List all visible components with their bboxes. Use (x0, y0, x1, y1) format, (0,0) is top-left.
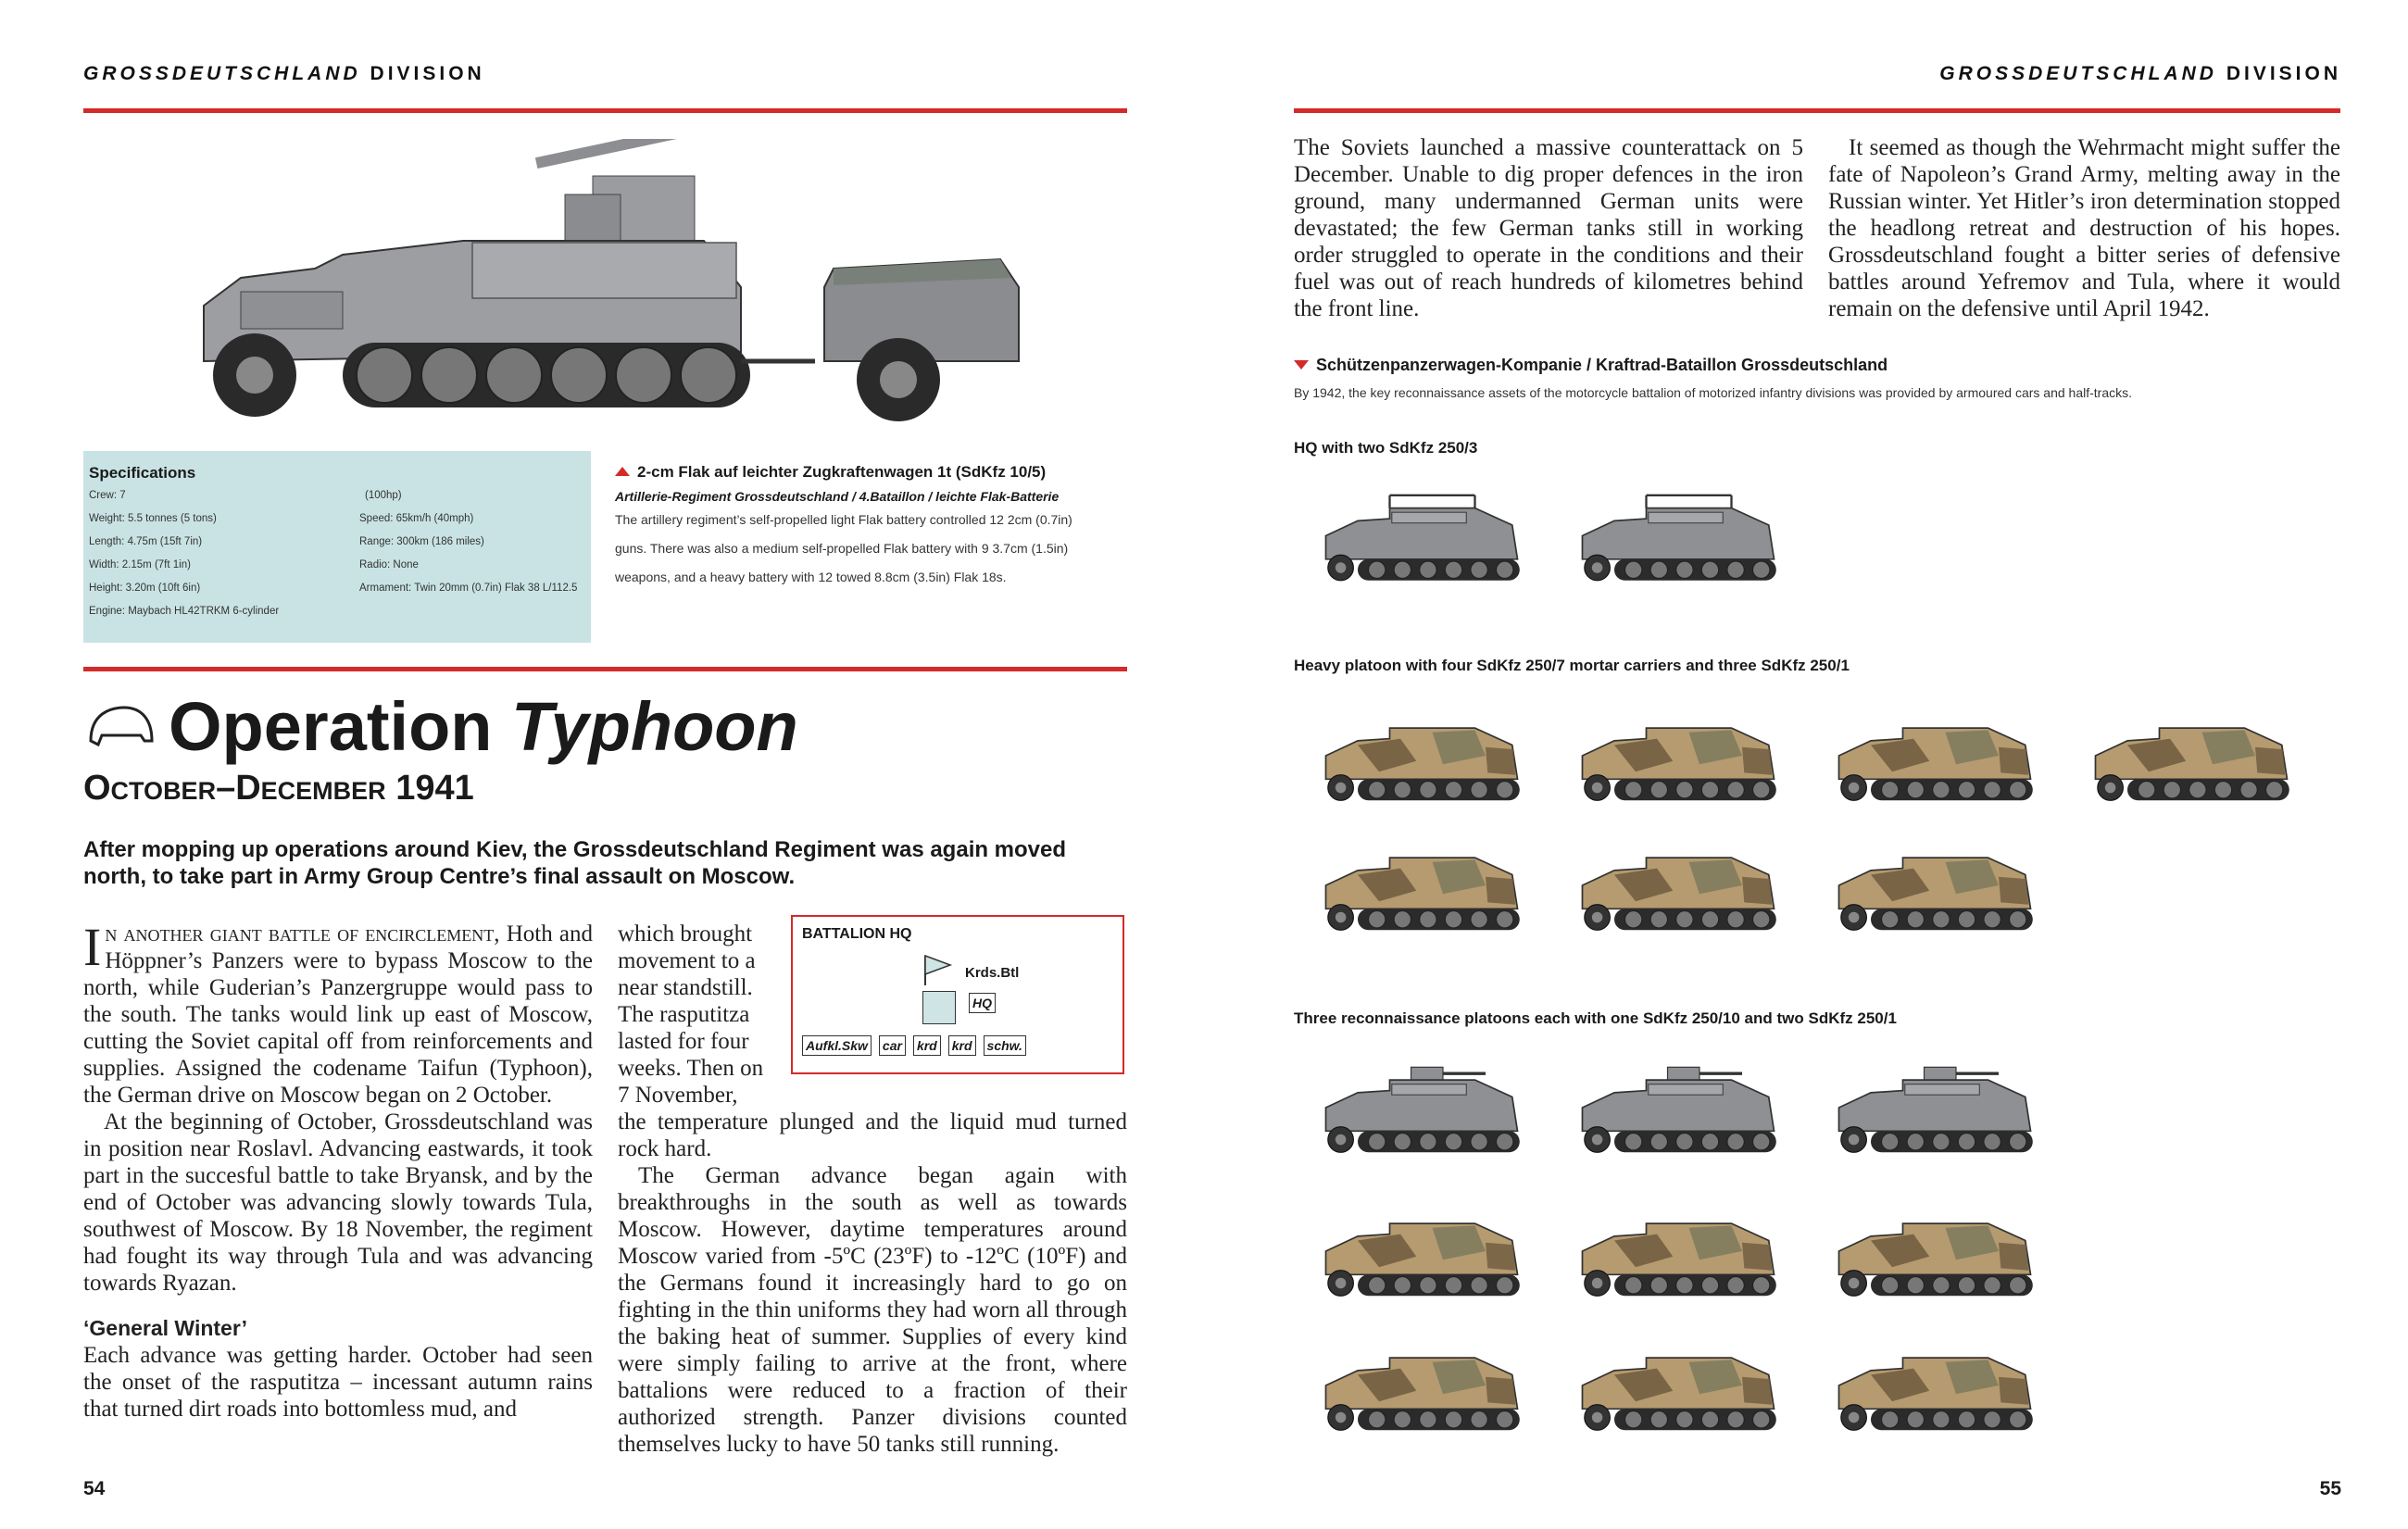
sdkfz-250-1-vehicle (1315, 843, 1528, 949)
flak-halftrack-illustration (185, 139, 1037, 435)
orgchart-unit: krd (913, 1035, 941, 1056)
section-title-italic: Typhoon (511, 688, 798, 765)
group-label-hq: HQ with two SdKfz 250/3 (1294, 439, 1478, 457)
spec-row: Engine: Maybach HL42TRKM 6-cylinder (89, 606, 280, 617)
paragraph-1 (83, 917, 594, 1109)
paragraph-1-text: Hoth and Höppner’s Panzers were to bypass Moscow to the north, while Guderian’s Panzergruppe would pass to the south. The tanks would link up east of Moscow, cutting the Soviet capital off from reinforcements and supplies. Assigned the codename Taifun (Typhoon), the German drive on Moscow began on 2 October. (83, 921, 594, 1108)
vehicle-caption (615, 463, 1134, 592)
vehicle-caption-line: guns. There was also a medium self-propelled Flak battery with 9 3.7cm (1.5in) (615, 541, 1069, 556)
specifications-box (83, 451, 591, 643)
spec-row: Armament: Twin 20mm (0.7in) Flak 38 L/112.5 (359, 583, 578, 594)
right-column-b: It seemed as though the Wehrmacht might suffer the fate of Napoleon’s Grand Army, melting away in the Russian winter. Yet Hitler’s iron determination stopped the headlong retreat and destruction of his hopes. Grossdeutschland fought a bitter series of defensive battles around Yefremov and Tula, where it would remain on the defensive until April 1942. (1828, 135, 2340, 321)
spec-row: Weight: 5.5 tonnes (5 tons) (89, 513, 217, 524)
sdkfz-250-1-vehicle (1828, 843, 2041, 949)
sdkfz-250-10-vehicle (1315, 1065, 1528, 1172)
sdkfz-250-3-vehicle (1315, 491, 1528, 602)
orgchart-unit: krd (948, 1035, 976, 1056)
sdkfz-250-1-vehicle (1315, 1209, 1528, 1315)
page-number-left: 54 (83, 1478, 106, 1499)
sdkfz-250-7-vehicle (2085, 713, 2298, 820)
sdkfz-250-7-vehicle (1828, 713, 2041, 820)
group-label-recon-platoons: Three reconnaissance platoons each with one SdKfz 250/10 and two SdKfz 250/1 (1294, 1009, 1897, 1027)
header-right-plain: DIVISION (2226, 63, 2341, 84)
article-column-1 (83, 917, 594, 1422)
orgchart-title: BATTALION HQ (802, 926, 912, 942)
sdkfz-250-7-vehicle (1572, 713, 1785, 820)
header-left-plain: DIVISION (370, 63, 485, 84)
sdkfz-250-10-vehicle (1828, 1065, 2041, 1172)
spec-row: Speed: 65km/h (40mph) (359, 513, 474, 524)
unit-caption-title-row (1294, 356, 1888, 375)
caption-down-triangle-icon (1294, 360, 1309, 370)
header-rule-right (1294, 108, 2340, 113)
column-2-line: weeks. Then on (618, 1056, 764, 1081)
section-rule (83, 667, 1127, 671)
orgchart-units (802, 1035, 1026, 1056)
column-2-line: near standstill. (618, 975, 753, 1000)
specifications-right-column (359, 490, 591, 606)
column-2-line: which brought (618, 921, 753, 946)
opening-smallcaps: n another giant battle of encirclement, (105, 921, 500, 946)
column-2-line: movement to a (618, 948, 756, 973)
vehicle-caption-line: weapons, and a heavy battery with 12 towed 8.8cm (3.5in) Flak 18s. (615, 570, 1007, 584)
sdkfz-250-1-vehicle (1572, 1343, 1785, 1449)
group-label-heavy-platoon: Heavy platoon with four SdKfz 250/7 mortar carriers and three SdKfz 250/1 (1294, 657, 1850, 674)
spec-row: Range: 300km (186 miles) (359, 536, 484, 547)
page-number-right: 55 (2319, 1478, 2341, 1499)
vehicle-caption-subtitle: Artillerie-Regiment Grossdeutschland / 4.Bataillon / leichte Flak-Batterie (615, 489, 1060, 504)
orgchart-unit: schw. (984, 1035, 1026, 1056)
sdkfz-250-1-vehicle (1828, 1343, 2041, 1449)
header-rule-left (83, 108, 1127, 113)
specifications-left-column (89, 490, 348, 629)
spec-row: Height: 3.20m (10ft 6in) (89, 583, 201, 594)
unit-caption-title: Schützenpanzerwagen-Kompanie / Kraftrad-Bataillon Grossdeutschland (1316, 356, 1888, 374)
vehicle-caption-title: 2-cm Flak auf leichter Zugkraftenwagen 1t (SdKfz 10/5) (637, 463, 1047, 481)
section-dates: October–December 1941 (83, 769, 474, 808)
sdkfz-250-1-vehicle (1315, 1343, 1528, 1449)
column-2-para-2: The German advance began again with breakthroughs in the south as well as towards Moscow. However, daytime temperatures around Moscow varied from -5ºC (23ºF) to -12ºC (10ºF) and the Germans found it increasingly hard to go on fighting in the thin uniforms they had worn all through the baking heat of summer. Supplies of every kind were simply failing to arrive at the front, where battalions were reduced to a fraction of their authorized strength. Panzer divisions counted themselves lucky to have 50 tanks still running. (618, 1163, 1127, 1457)
right-column-a: The Soviets launched a massive counterattack on 5 December. Unable to dig proper defences in the iron ground, many undermanned German units were devastated; the few German tanks still in working order struggled to operate in the conditions and their fuel was out of reach hundreds of kilometres behind the front line. (1294, 135, 1803, 321)
sdkfz-250-10-vehicle (1572, 1065, 1785, 1172)
unit-caption-desc: By 1942, the key reconnaissance assets of the motorcycle battalion of motorized infantry divisions was provided by armoured cars and half-tracks. (1294, 385, 2133, 400)
section-title-plain: Operation (169, 688, 493, 765)
header-right-italic: GROSSDEUTSCHLAND (1939, 63, 2217, 84)
vehicle-caption-line: The artillery regiment’s self-propelled light Flak battery controlled 12 2cm (0.7in) (615, 512, 1072, 527)
spec-row: Radio: None (359, 559, 419, 570)
orgchart-flag-label: Krds.Btl (965, 965, 1020, 981)
paragraph-3: Each advance was getting harder. October had seen the onset of the rasputitza – incessant autumn rains that turned dirt roads into bottomless mud, and (83, 1343, 593, 1422)
flak-barrel (535, 139, 755, 169)
specifications-title: Specifications (89, 464, 196, 482)
column-2-line: 7 November, (618, 1083, 738, 1108)
running-header-right (1939, 63, 2341, 85)
column-2-line: lasted for four (618, 1029, 749, 1054)
running-header-left (83, 63, 485, 85)
sdkfz-250-3-vehicle (1572, 491, 1785, 602)
column-2-line: The rasputitza (618, 1002, 750, 1027)
sdkfz-250-1-vehicle (1828, 1209, 2041, 1315)
spec-row: Crew: 7 (89, 490, 126, 501)
sdkfz-250-1-vehicle (1572, 843, 1785, 949)
unit-flag-icon (922, 954, 959, 987)
paragraph-2: At the beginning of October, Grossdeutschland was in position near Roslavl. Advancing eastwards, it took part in the succesful battle to take Bryansk, and by the end of October was advancing slowly towards Tula, southwest of Moscow. By 18 November, the regiment had fought its way through Tula and was advancing towards Ryazan. (83, 1109, 593, 1296)
spec-row: (100hp) (365, 490, 402, 501)
column-2-para-1: the temperature plunged and the liquid mud turned rock hard. (618, 1109, 1127, 1161)
drop-cap: I (83, 917, 102, 977)
caption-triangle-icon (615, 467, 630, 476)
sdkfz-250-7-vehicle (1315, 713, 1528, 820)
subhead-general-winter: ‘General Winter’ (83, 1316, 248, 1340)
sdkfz-250-1-vehicle (1572, 1209, 1785, 1315)
battalion-hq-orgchart (791, 915, 1124, 1074)
helmet-icon (83, 704, 157, 750)
section-lead: After mopping up operations around Kiev, the Grossdeutschland Regiment was again moved north, to take part in Army Group Centre’s final assault on Moscow. (83, 837, 1067, 889)
header-left-italic: GROSSDEUTSCHLAND (83, 63, 361, 84)
spec-row: Width: 2.15m (7ft 1in) (89, 559, 191, 570)
orgchart-hq: HQ (969, 993, 996, 1013)
hq-symbol (922, 991, 956, 1024)
section-title (169, 687, 798, 767)
spec-row: Length: 4.75m (15ft 7in) (89, 536, 203, 547)
orgchart-unit: car (879, 1035, 906, 1056)
orgchart-unit: Aufkl.Skw (802, 1035, 872, 1056)
